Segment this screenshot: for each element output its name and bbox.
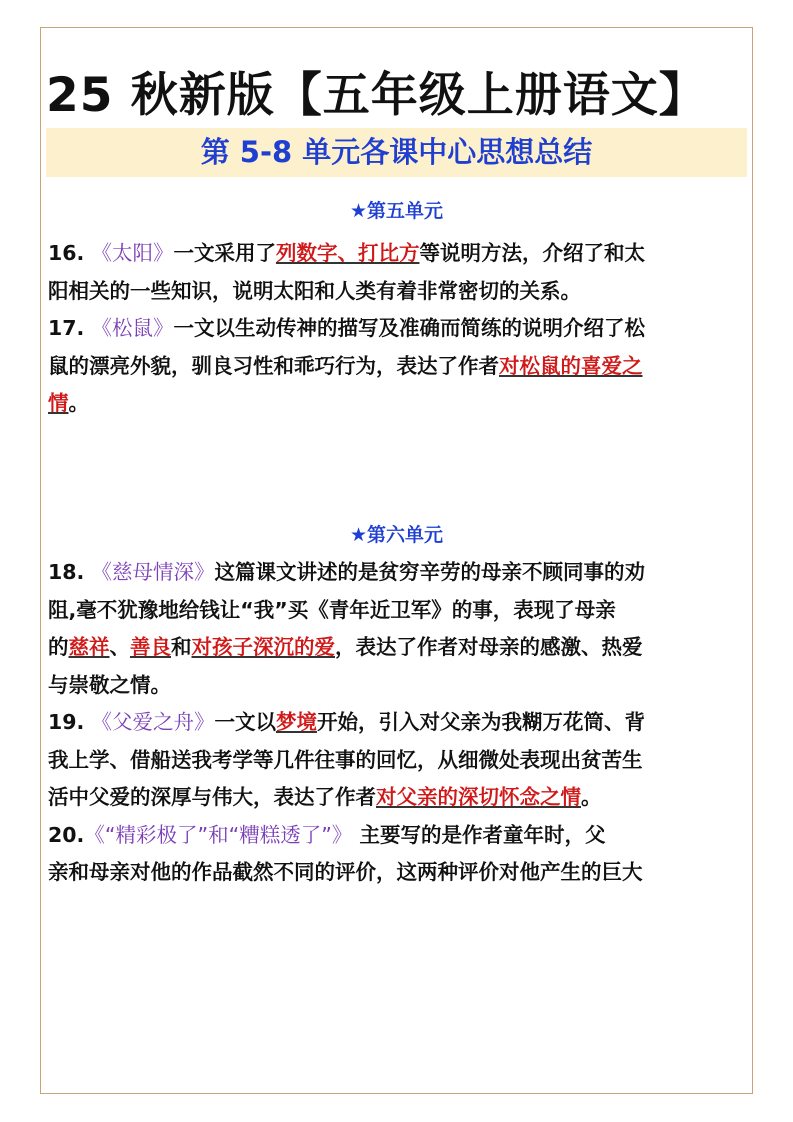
key-phrase: 慈祥 [68,635,110,659]
text-segment: 我上学、借船送我考学等几件往事的回忆，从细微处表现出贫苦生 [48,747,643,772]
section-body-unit-5 [48,235,748,423]
text-line [48,629,748,667]
text-segment: 主要写的是作者童年时，父 [352,822,606,847]
text-line [48,779,748,817]
text-line [48,742,748,780]
text-segment: 17. [48,316,92,340]
text-segment: 亲和母亲对他的作品截然不同的评价，这两种评价对他产生的巨大 [48,860,643,884]
text-segment: 和 [171,635,192,659]
text-line [48,817,748,855]
text-line [48,704,748,742]
key-phrase: 梦境 [275,710,317,734]
text-segment: 。 [68,391,89,415]
text-segment: 、 [109,635,130,659]
key-phrase: 对松鼠的喜爱之 [499,353,643,378]
text-segment: 一文以 [214,710,276,734]
text-segment: 等说明方法，介绍了和太 [419,241,645,265]
text-segment: 阻,毫不犹豫地给钱让“我”买《青年近卫军》的事，表现了母亲 [48,597,616,622]
section-body-unit-6 [48,554,748,892]
text-segment: 与崇敬之情。 [48,672,171,697]
key-phrase: 对父亲的深切怀念之情 [376,785,581,809]
text-segment: 开始，引入对父亲为我糊万花筒、背 [316,710,645,734]
text-segment: 19. [48,710,92,734]
text-line [48,385,748,423]
text-segment: 一文采用了 [173,241,276,265]
lesson-title: 《父爱之舟》 [91,710,215,734]
text-line [48,310,748,348]
text-segment: 20. [48,822,85,847]
text-segment: 一文以生动传神的描写及准确而简练的说明介绍了松 [173,316,645,340]
lesson-title: 《“精彩极了”和“糟糕透了”》 [84,822,353,847]
key-phrase: 列数字、打比方 [275,241,420,265]
key-phrase: 对孩子深沉的爱 [191,635,335,659]
key-phrase: 情 [48,391,69,415]
text-line [48,348,748,386]
text-line [48,854,748,892]
text-segment: 16. [48,241,92,265]
section-heading-unit-6: ★第六单元 [349,524,444,546]
page-subtitle: 第 5-8 单元各课中心思想总结 [200,135,593,169]
text-line [48,592,748,630]
lesson-title: 《慈母情深》 [91,560,215,584]
lesson-title: 《太阳》 [91,241,174,265]
text-line [48,273,748,311]
text-segment: ，表达了作者对母亲的感激、热爱 [335,635,643,659]
text-segment: 的 [48,635,69,659]
page-title: 25 秋新版【五年级上册语文】 [46,68,707,123]
text-segment: 。 [581,785,602,809]
text-line [48,554,748,592]
text-line [48,667,748,705]
section-heading-unit-5: ★第五单元 [349,200,444,222]
text-line [48,235,748,273]
lesson-title: 《松鼠》 [91,316,174,340]
text-segment: 这篇课文讲述的是贫穷辛劳的母亲不顾同事的劝 [214,560,645,584]
text-segment: 鼠的漂亮外貌，驯良习性和乖巧行为，表达了作者 [48,353,499,378]
text-segment: 阳相关的一些知识，说明太阳和人类有着非常密切的关系。 [48,278,581,303]
text-segment: 活中父爱的深厚与伟大，表达了作者 [48,785,376,809]
key-phrase: 善良 [130,635,171,659]
text-segment: 18. [48,560,92,584]
